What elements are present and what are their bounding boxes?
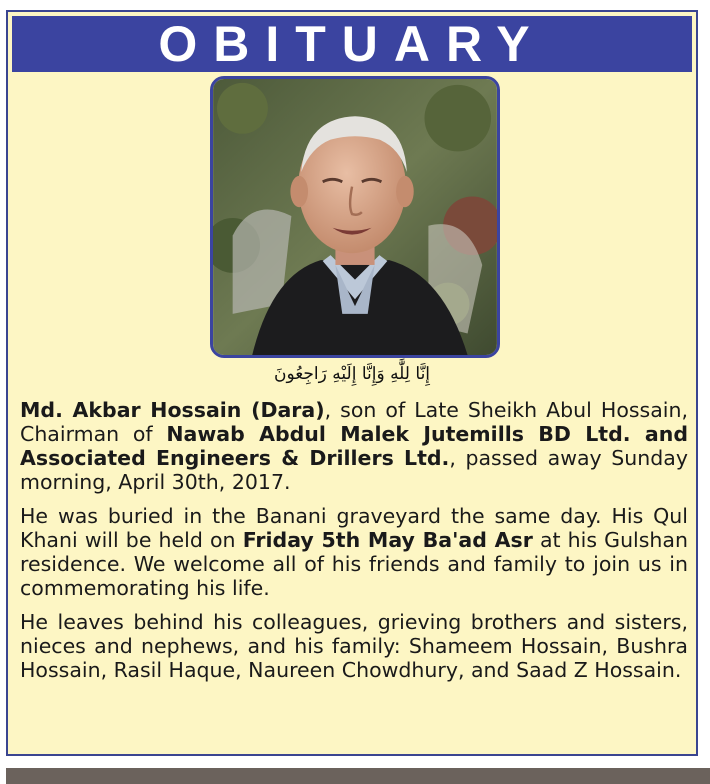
portrait-photo <box>210 76 500 358</box>
companies-names: Nawab Abdul Malek Jutemills BD Ltd. and Associated Engineers & Drillers Ltd. <box>20 422 688 470</box>
arabic-verse: إِنَّا لِلَّٰهِ وَإِنَّا إِلَيْهِ رَاجِعُونَ <box>273 364 431 384</box>
paragraph-announcement <box>20 398 688 494</box>
qul-khani-date: Friday 5th May Ba'ad Asr <box>242 528 533 552</box>
obituary-banner: OBITUARY <box>12 16 692 72</box>
obituary-panel <box>6 10 698 756</box>
funeral-text-a: He was buried in the Banani graveyard the same day. His Qul Khani will be held on <box>20 504 688 552</box>
portrait-illustration <box>213 79 497 355</box>
paragraph-funeral <box>20 504 688 600</box>
paragraph-survivors: He leaves behind his colleagues, grieving brothers and sisters, nieces and nephews, and his family: Shameem Hossain, Bushra Hossain, Rasil Haque, Naureen Chowdhury, and Saad Z Hossain. <box>20 610 688 682</box>
announcement-text-a: , son of Late Sheikh Abul Hossain, Chairman of <box>20 398 688 446</box>
deceased-name: Md. Akbar Hossain (Dara) <box>20 398 325 422</box>
bottom-divider-bar <box>6 768 710 784</box>
announcement-text-b: , passed away Sunday morning, April 30th, 2017. <box>20 446 688 494</box>
funeral-text-b: at his Gulshan residence. We welcome all of his friends and family to join us in commemorating his life. <box>20 528 688 600</box>
obituary-body <box>20 398 688 692</box>
